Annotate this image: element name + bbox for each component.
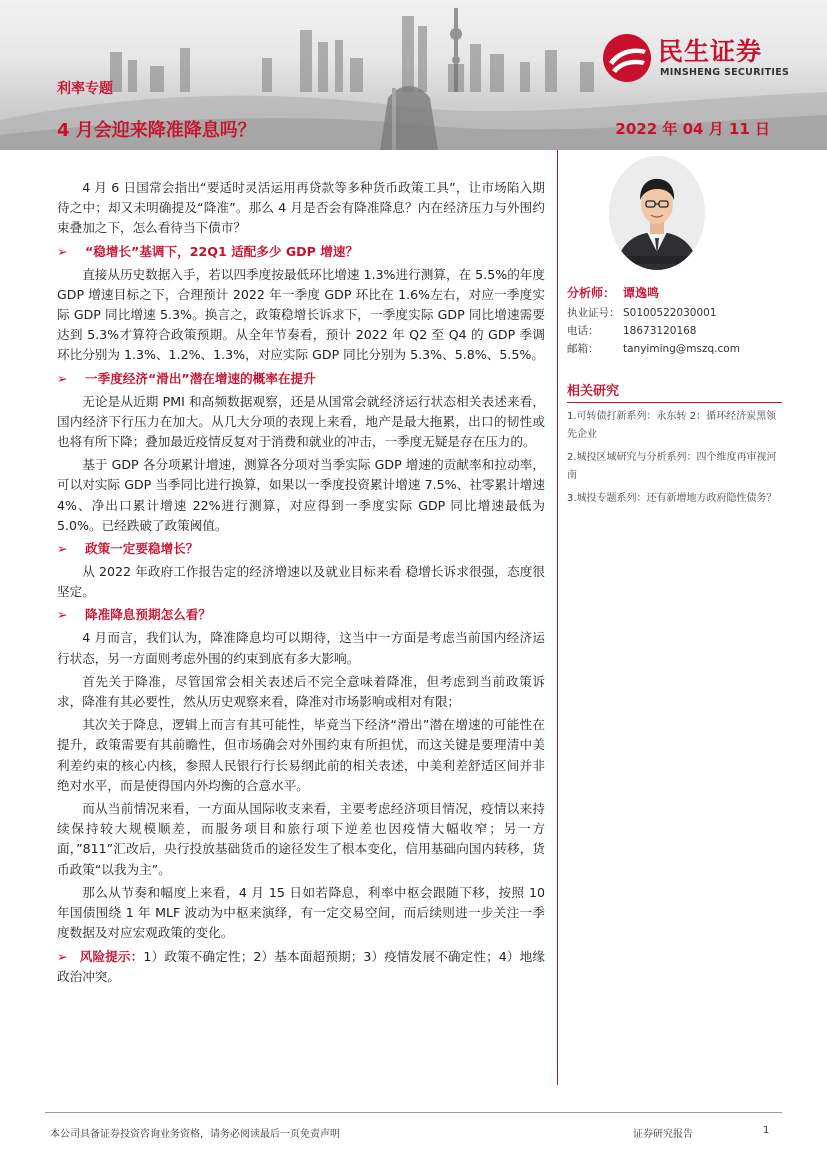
arrow-bullet-icon: ➢: [57, 541, 68, 557]
arrow-bullet-icon: ➢: [57, 243, 68, 259]
analyst-label: 分析师：: [567, 286, 616, 300]
section-paragraph: 首先关于降准，尽管国常会相关表述后不完全意味着降准，但考虑到当前政策诉求，降准有其必要性，然从历史观察来看，降准对市场影响或相对有限；: [57, 673, 545, 710]
arrow-bullet-icon: ➢: [57, 370, 68, 386]
related-research-item[interactable]: 3.城投专题系列：还有新增地方政府隐性债务？: [567, 493, 777, 504]
report-category: 利率专题: [57, 81, 113, 97]
section-paragraph: 基于 GDP 各分项累计增速，测算各分项对当季实际 GDP 增速的贡献率和拉动率，可以对实际 GDP 当季同比进行换算，如果以一季度投资累计增速 7.5%、社零累计增速 4%、净出口累计增速 22%进行测算，对应得到一季度实际 GDP 同比增速最低为 5.0%。已经跌破了政策阈值。: [57, 457, 545, 533]
phone-row: [567, 322, 782, 340]
company-logo: [600, 32, 810, 82]
analyst-portrait-icon: [609, 156, 705, 270]
section-heading: ➢ 一季度经济“滑出”潜在增速的概率在提升: [57, 369, 545, 389]
section-paragraph: 从 2022 年政府工作报告定的经济增速以及就业目标来看 稳增长诉求很强，态度很坚定。: [57, 564, 545, 600]
section-paragraph: 其次关于降息，逻辑上而言有其可能性，毕竟当下经济“滑出”潜在增速的可能性在提升，政策需要有其前瞻性，但市场确会对外围约束有所担忧，而这关键是要理清中美利差约束的核心内核，参照人民银行行长易纲此前的相关表述，中美利差舒适区间并非绝对水平，而是使得国内外均衡的合意水平。: [57, 717, 545, 793]
logo-text-cn: 民生证券: [658, 37, 763, 66]
sidebar: [567, 284, 782, 508]
cert-label: 执业证号：: [567, 307, 620, 319]
section-heading: ➢ “稳增长”基调下，22Q1 适配多少 GDP 增速？: [57, 242, 545, 262]
related-research-item[interactable]: 2.城投区域研究与分析系列：四个维度再审视河南: [567, 452, 777, 481]
section-paragraph: 无论是从近期 PMI 和高频数据观察，还是从国常会就经济运行状态相关表述来看，国内经济下行压力在加大。从几大分项的表现上来看，地产是最大拖累，出口的韧性或也将有所下降；叠加最近疫情反复对于消费和就业的冲击，一季度无疑是存在压力的。: [57, 393, 545, 450]
page-number: 1: [763, 1125, 770, 1136]
section-paragraph: 直接从历史数据入手，若以四季度按最低环比增速 1.3%进行测算，在 5.5%的年度 GDP 增速目标之下，合理预计 2022 年一季度 GDP 环比在 1.6%左右，对应一季度实际 GDP 同比增速 5.3%。换言之，政策稳增长诉求下，一季度实际 GDP 同比增速需要达到 5.3%才算符合政策预期。从全年节奏看，预计 2022 年 Q2 至 Q4 的 GDP 季调环比分别为 1.3%、1.2%、1.3%，对应实际 GDP 同比分别为 5.3%、5.8%、5.5%。: [57, 266, 545, 363]
cert-row: [567, 304, 782, 322]
related-research-title: 相关研究: [567, 380, 782, 403]
section-heading: ➢ 政策一定要稳增长？: [57, 539, 545, 559]
header-banner: [0, 0, 827, 150]
column-divider: [557, 150, 558, 1085]
minsheng-logo-icon: [600, 32, 654, 84]
analyst-row: [567, 284, 782, 304]
footer-disclaimer: 本公司具备证券投资咨询业务资格，请务必阅读最后一页免责声明: [50, 1129, 340, 1140]
main-content: [57, 178, 545, 987]
section-heading: ➢ 降准降息预期怎么看？: [57, 605, 545, 625]
risk-warning: [57, 947, 545, 987]
section-paragraph: 那么从节奏和幅度上来看，4 月 15 日如若降息，利率中枢会跟随下移，按照 10 年国债围绕 1 年 MLF 波动为中枢来演绎，有一定交易空间，而后续则进一步关注一季度数据及对应宏观政策的变化。: [57, 884, 545, 941]
analyst-name: 谭逸鸣: [623, 286, 660, 300]
email-label: 邮箱：: [567, 343, 599, 355]
report-date: 2022 年 04 月 11 日: [615, 120, 770, 138]
analyst-photo: [609, 156, 705, 270]
related-research-item[interactable]: 1.可转债打新系列：永东转 2：循环经济炭黑领先企业: [567, 411, 777, 440]
email-row: [567, 340, 782, 358]
cert-value: S0100522030001: [623, 307, 717, 319]
footer-report-type: 证券研究报告: [633, 1129, 693, 1140]
email-value[interactable]: tanyiming@mszq.com: [623, 343, 740, 355]
footer-divider: [45, 1112, 782, 1113]
arrow-bullet-icon: ➢: [57, 607, 68, 623]
phone-label: 电话：: [567, 325, 599, 337]
intro-paragraph: 4 月 6 日国常会指出“要适时灵活运用再贷款等多种货币政策工具”，让市场陷入期待之中；却又未明确提及“降准”。那么 4 月是否会有降准降息？内在经济压力与外围约束叠加之下，怎么看待当下债市？: [57, 180, 545, 236]
section-paragraph: 而从当前情况来看，一方面从国际收支来看，主要考虑经济项目情况，疫情以来持续保持较大规模顺差，而服务项目和旅行项下逆差也因疫情大幅收窄；另一方面，”811”汇改后，央行投放基础货币的途径发生了根本变化，信用基础向国内转移，货币政策“以我为主”。: [57, 801, 545, 877]
section-paragraph: 4 月而言，我们认为，降准降息均可以期待，这当中一方面是考虑当前国内经济运行状态，另一方面则考虑外围的约束到底有多大影响。: [57, 630, 545, 666]
logo-text-en: MINSHENG SECURITIES: [660, 67, 790, 78]
risk-label: 风险提示：: [79, 948, 144, 964]
report-title: 4 月会迎来降准降息吗？: [57, 120, 256, 141]
arrow-bullet-icon: ➢: [57, 948, 68, 964]
risk-text: 1）政策不确定性；2）基本面超预期；3）疫情发展不确定性；4）地缘政治冲突。: [57, 948, 545, 984]
phone-value: 18673120168: [623, 325, 697, 337]
